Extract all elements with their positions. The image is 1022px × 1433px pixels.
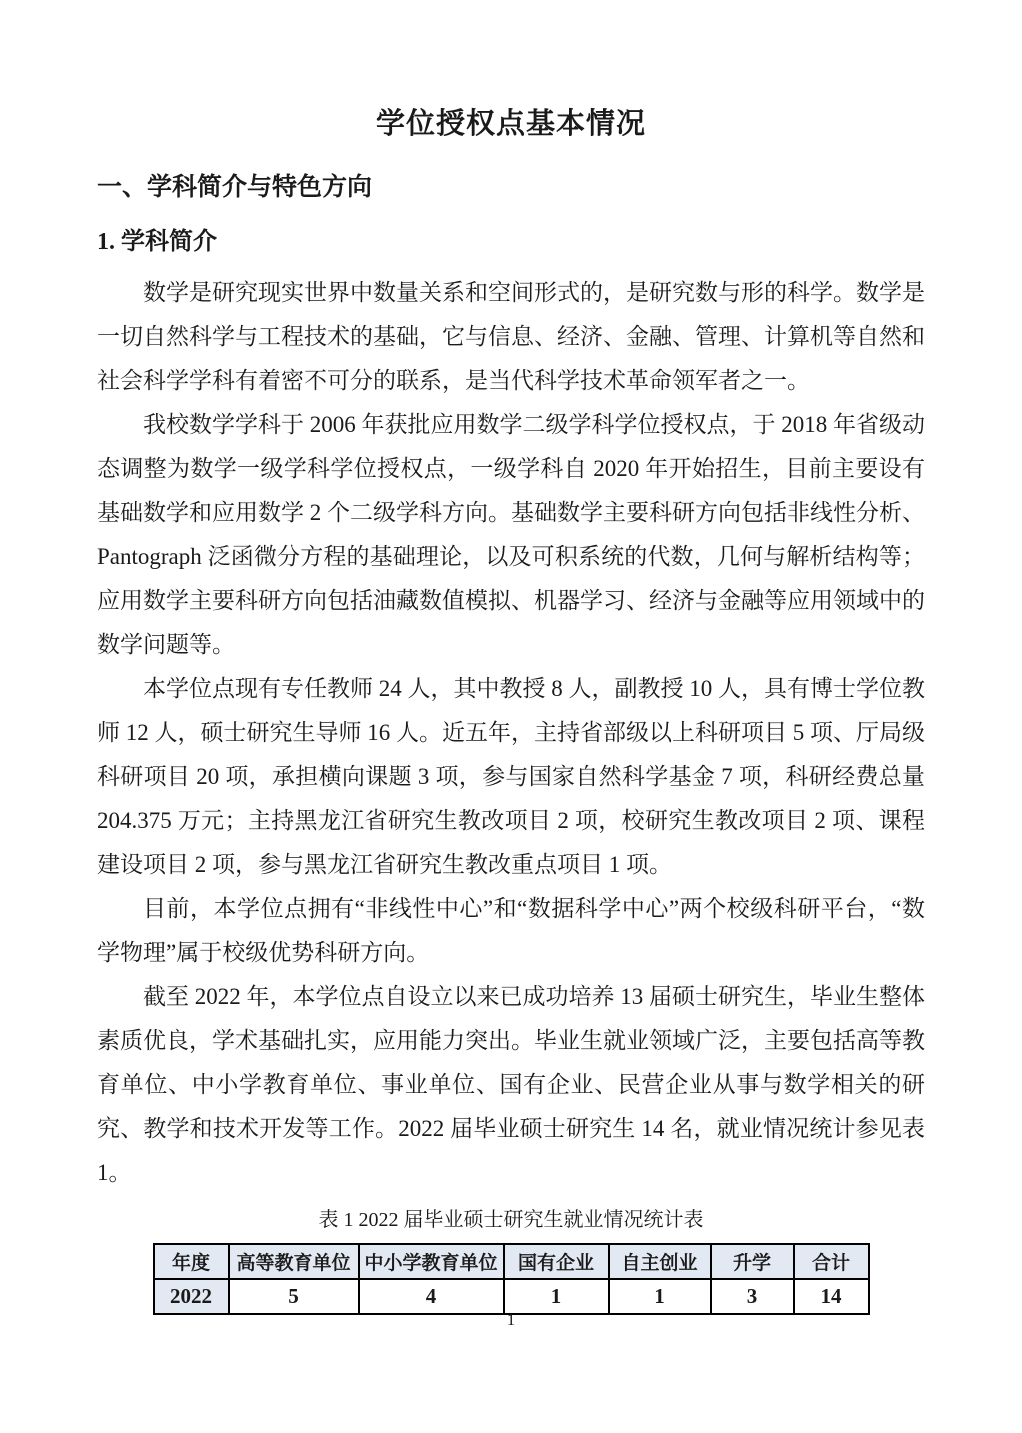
paragraph-discipline-history: 我校数学学科于 2006 年获批应用数学二级学科学位授权点，于 2018 年省级动态调整为数学一级学科学位授权点，一级学科自 2020 年开始招生，目前主要设有基础数学和应用数学 2 个二级学科方向。基础数学主要科研方向包括非线性分析、Pantograph 泛函微分方程的基础理论，以及可积系统的代数，几何与解析结构等；应用数学主要科研方向包括油藏数值模拟、机器学习、经济与金融等应用领域中的数学问题等。	[97, 412, 925, 657]
table-header-primary-secondary-education: 中小学教育单位	[359, 1244, 504, 1279]
table-row	[154, 1279, 869, 1314]
table-cell-total: 14	[794, 1279, 869, 1314]
paragraph-research-platforms: 目前，本学位点拥有“非线性中心”和“数据科学中心”两个校级科研平台，“数学物理”属于校级优势科研方向。	[97, 896, 925, 965]
table-header-total: 合计	[794, 1244, 869, 1279]
section-heading: 一、学科简介与特色方向	[97, 173, 373, 201]
table-cell-higher-education: 5	[229, 1279, 359, 1314]
paragraph-intro-math: 数学是研究现实世界中数量关系和空间形式的，是研究数与形的科学。数学是一切自然科学与工程技术的基础，它与信息、经济、金融、管理、计算机等自然和社会科学学科有着密不可分的联系，是当代科学技术革命领军者之一。	[97, 280, 925, 393]
table-cell-state-owned-enterprise: 1	[504, 1279, 609, 1314]
subsection-heading: 1. 学科简介	[97, 229, 217, 255]
table-header-year: 年度	[154, 1244, 229, 1279]
page-title: 学位授权点基本情况	[375, 108, 646, 140]
page-number: 1	[506, 1310, 516, 1329]
table-header-further-study: 升学	[711, 1244, 794, 1279]
table-header-state-owned-enterprise: 国有企业	[504, 1244, 609, 1279]
paragraph-graduates-employment: 截至 2022 年，本学位点自设立以来已成功培养 13 届硕士研究生，毕业生整体素质优良，学术基础扎实，应用能力突出。毕业生就业领域广泛，主要包括高等教育单位、中小学教育单位、事业单位、国有企业、民营企业从事与数学相关的研究、教学和技术开发等工作。2022 届毕业硕士研究生 14 名，就业情况统计参见表 1。	[97, 984, 925, 1185]
employment-statistics-table	[153, 1243, 870, 1315]
table-header-higher-education: 高等教育单位	[229, 1244, 359, 1279]
table-caption: 表 1 2022 届毕业硕士研究生就业情况统计表	[318, 1209, 704, 1231]
paragraph-faculty-projects: 本学位点现有专任教师 24 人，其中教授 8 人，副教授 10 人，具有博士学位教师 12 人，硕士研究生导师 16 人。近五年，主持省部级以上科研项目 5 项、厅局级科研项目 20 项，承担横向课题 3 项，参与国家自然科学基金 7 项，科研经费总量 204.375 万元；主持黑龙江省研究生教改项目 2 项，校研究生教改项目 2 项、课程建设项目 2 项，参与黑龙江省研究生教改重点项目 1 项。	[97, 676, 925, 877]
table-cell-further-study: 3	[711, 1279, 794, 1314]
table-header-row	[154, 1244, 869, 1279]
table-cell-primary-secondary-education: 4	[359, 1279, 504, 1314]
table-header-self-employment: 自主创业	[609, 1244, 711, 1279]
table-cell-year: 2022	[154, 1279, 229, 1314]
table-cell-self-employment: 1	[609, 1279, 711, 1314]
body-text	[97, 271, 925, 1195]
